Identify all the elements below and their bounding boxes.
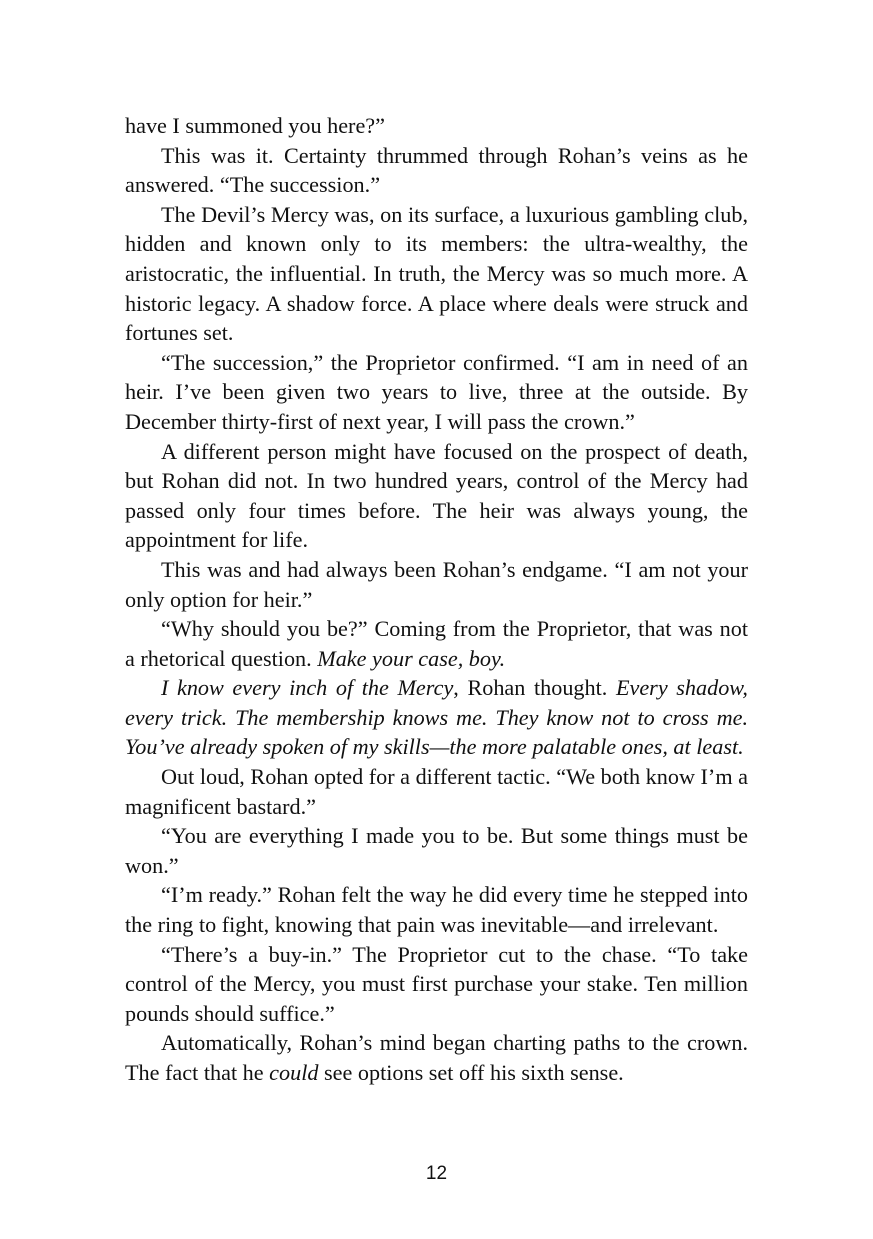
paragraph-text: “The succession,” the Proprietor confirmed. “I am in need of an heir. I’ve been given two years to live, three at the outside. By December thirty-first of next year, I will pass the crown.” xyxy=(125,349,748,434)
paragraph xyxy=(125,762,748,821)
italic-text: I know every inch of the Mercy xyxy=(161,675,454,701)
paragraph xyxy=(125,880,748,939)
paragraph xyxy=(125,437,748,555)
paragraph-text: see options set off his sixth sense. xyxy=(318,1060,624,1085)
paragraph xyxy=(125,821,748,880)
paragraph xyxy=(125,348,748,437)
paragraph xyxy=(125,940,748,1029)
paragraph-text: This was and had always been Rohan’s endgame. “I am not your only option for heir.” xyxy=(125,556,748,612)
paragraph xyxy=(125,673,748,762)
body-text xyxy=(125,111,748,1088)
paragraph-text: A different person might have focused on the prospect of death, but Rohan did not. In two hundred years, control of the Mercy had passed only four times before. The heir was always young, the appointment for life. xyxy=(125,438,748,553)
paragraph-text: “You are everything I made you to be. But some things must be won.” xyxy=(125,823,748,878)
italic-text: could xyxy=(269,1060,319,1085)
paragraph xyxy=(125,555,748,614)
paragraph xyxy=(125,200,748,348)
italic-text: Every shadow, every trick. The membership knows me. They know not to cross me. You’ve already spoken of my skills—the more palatable ones, at least. xyxy=(125,675,748,760)
paragraph xyxy=(125,614,748,673)
paragraph-text: have I summoned you here?” xyxy=(125,113,385,138)
paragraph-text: Automatically, Rohan’s mind began charting paths to the crown. The fact that he xyxy=(125,1030,748,1085)
paragraph-text: Out loud, Rohan opted for a different tactic. “We both know I’m a magnificent bastard.” xyxy=(125,764,748,819)
paragraph-text: “There’s a buy-in.” The Proprietor cut to the chase. “To take control of the Mercy, you must first purchase your stake. Ten million pounds should suffice.” xyxy=(125,941,748,1026)
paragraph-text: This was it. Certainty thrummed through Rohan’s veins as he answered. “The succession.” xyxy=(125,142,748,198)
paragraph xyxy=(125,1028,748,1087)
paragraph-text: “Why should you be?” Coming from the Proprietor, that was not a rhetorical question. xyxy=(125,616,748,671)
paragraph xyxy=(125,111,748,141)
paragraph xyxy=(125,141,748,200)
italic-text: Make your case, boy. xyxy=(317,645,506,671)
paragraph-text: “I’m ready.” Rohan felt the way he did every time he stepped into the ring to fight, knowing that pain was inevitable—and irrelevant. xyxy=(125,882,748,938)
paragraph-text: , Rohan thought. xyxy=(453,675,616,701)
paragraph-text: The Devil’s Mercy was, on its surface, a luxurious gambling club, hidden and known only to its members: the ultra-wealthy, the aristocratic, the influential. In truth, the Mercy was so much more. A historic legacy. A shadow force. A place where deals were struck and fortunes set. xyxy=(125,201,748,346)
page-number: 12 xyxy=(425,1163,448,1184)
